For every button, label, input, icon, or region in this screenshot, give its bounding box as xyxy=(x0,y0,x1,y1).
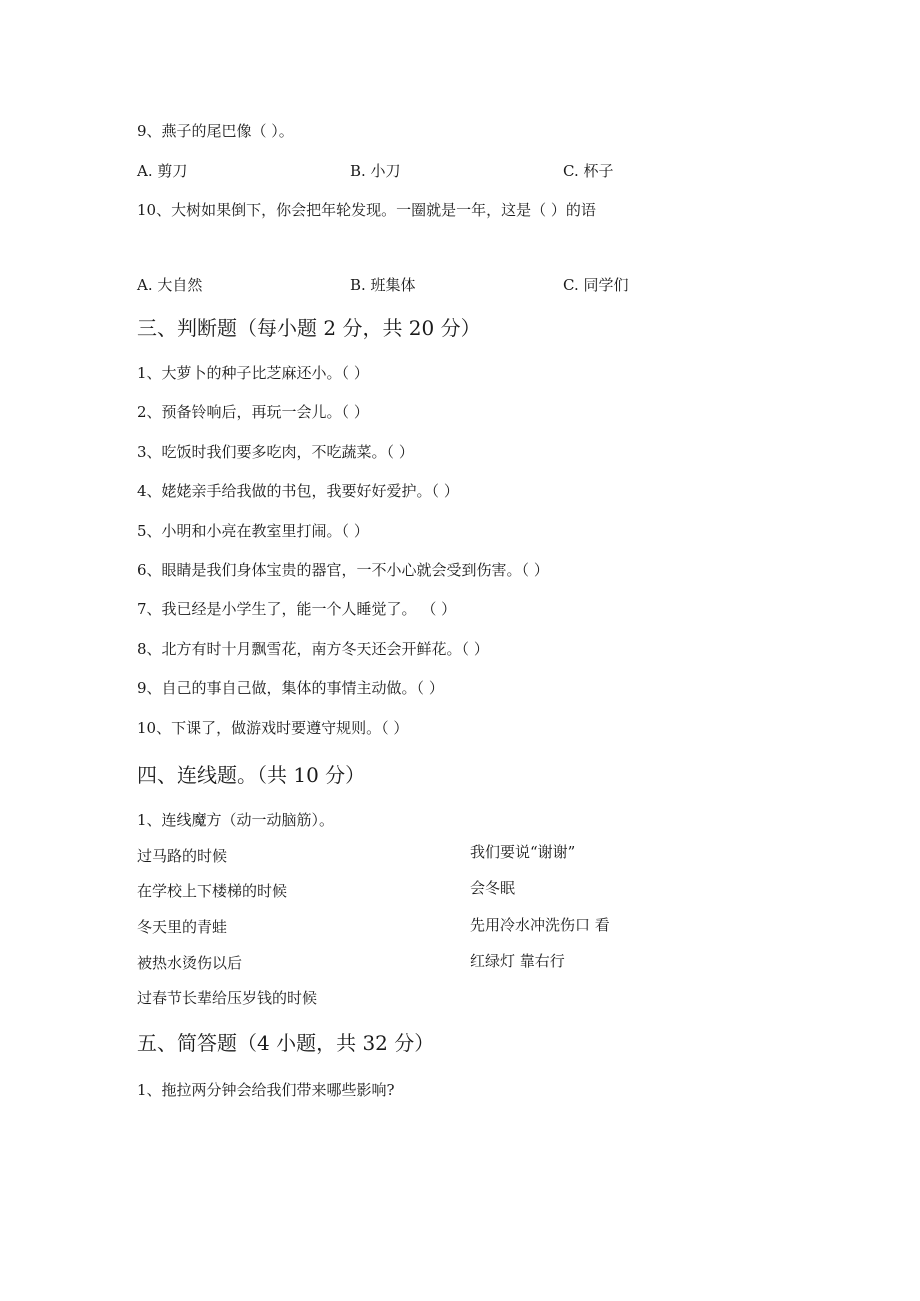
matching-left-item: 被热水烫伤以后 xyxy=(137,954,243,972)
matching-left-item: 过马路的时候 xyxy=(137,847,228,865)
judgment-item-9: 9、自己的事自己做，集体的事情主动做。（ ） xyxy=(137,679,444,697)
question-10-option-a: A. 大自然 xyxy=(137,276,203,294)
judgment-item-4: 4、姥姥亲手给我做的书包，我要好好爱护。（ ） xyxy=(137,482,459,500)
question-9-option-c: C. 杯子 xyxy=(563,162,614,180)
matching-left-item: 过春节长辈给压岁钱的时候 xyxy=(137,989,318,1007)
section-4-heading: 四、连线题。（共 10 分） xyxy=(137,763,366,787)
judgment-item-2: 2、预备铃响后，再玩一会儿。（ ） xyxy=(137,403,369,421)
question-10-option-c: C. 同学们 xyxy=(563,276,629,294)
matching-right-item: 我们要说“谢谢” xyxy=(470,843,576,861)
judgment-item-3: 3、吃饭时我们要多吃肉，不吃蔬菜。（ ） xyxy=(137,443,414,461)
judgment-item-6: 6、眼睛是我们身体宝贵的器官，一不小心就会受到伤害。（ ） xyxy=(137,561,549,579)
judgment-item-5: 5、小明和小亮在教室里打闹。（ ） xyxy=(137,522,369,540)
matching-left-item: 冬天里的青蛙 xyxy=(137,918,228,936)
section-3-heading: 三、判断题（每小题 2 分，共 20 分） xyxy=(137,316,481,340)
judgment-item-7: 7、我已经是小学生了，能一个人睡觉了。 （ ） xyxy=(137,600,457,618)
short-answer-question-1: 1、拖拉两分钟会给我们带来哪些影响? xyxy=(137,1081,395,1099)
matching-left-item: 在学校上下楼梯的时候 xyxy=(137,882,288,900)
matching-right-item: 会冬眠 xyxy=(470,879,516,897)
section-5-heading: 五、简答题（4 小题，共 32 分） xyxy=(137,1031,435,1055)
judgment-item-10: 10、下课了，做游戏时要遵守规则。（ ） xyxy=(137,719,409,737)
question-9-option-a: A. 剪刀 xyxy=(137,162,188,180)
matching-question-1: 1、连线魔方（动一动脑筋）。 xyxy=(137,811,335,829)
question-9-option-b: B. 小刀 xyxy=(350,162,401,180)
question-9-stem: 9、燕子的尾巴像（ ）。 xyxy=(137,122,294,140)
matching-right-item: 红绿灯 靠右行 xyxy=(470,952,565,970)
judgment-item-1: 1、大萝卜的种子比芝麻还小。（ ） xyxy=(137,364,369,382)
matching-right-item: 先用冷水冲洗伤口 看 xyxy=(470,916,610,934)
question-10-option-b: B. 班集体 xyxy=(350,276,416,294)
question-10-stem: 10、大树如果倒下，你会把年轮发现。一圈就是一年，这是（ ）的语 xyxy=(137,201,596,219)
judgment-item-8: 8、北方有时十月飘雪花，南方冬天还会开鲜花。（ ） xyxy=(137,640,489,658)
